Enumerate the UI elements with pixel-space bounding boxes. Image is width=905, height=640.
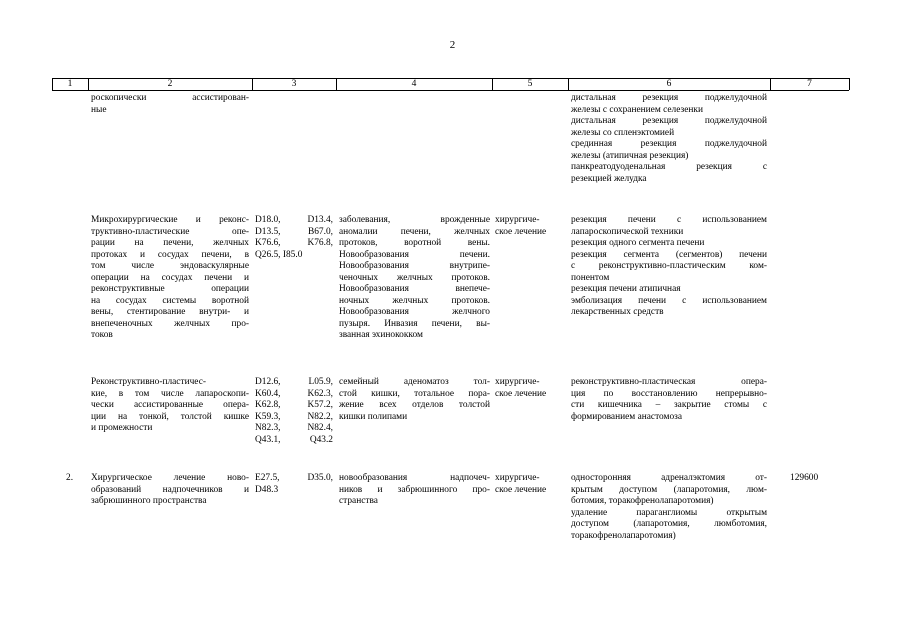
cell-text-line: кие, в том числе лапароскопи-: [91, 388, 249, 399]
cell-text-line: N82.3, N82.4,: [255, 423, 333, 433]
cell-text-line: аномалии печени, желчных: [339, 226, 490, 237]
cost-cell: [790, 93, 848, 105]
cell-text-line: роскопически ассистирован-: [91, 93, 249, 103]
treatment-method-cell: [571, 93, 767, 185]
cell-text-line: K60.4, K62.3,: [255, 388, 333, 399]
cost-cell: [790, 377, 848, 389]
cell-text-line: [790, 93, 848, 105]
cell-text-line: хирургиче-: [495, 377, 540, 387]
cell-text-line: Новообразования внутрипе-: [339, 261, 490, 271]
icd-codes-cell: [255, 377, 333, 446]
cell-text-line: K59.3, N82.2,: [255, 411, 333, 422]
cell-text-line: односторонняя адреналэктомия от-: [571, 473, 767, 483]
column-header-1: 1: [67, 79, 73, 89]
icd-codes-cell: [255, 473, 333, 496]
cell-text-line: ции на тонкой, толстой кишке: [91, 411, 249, 422]
treatment-type-cell: [495, 377, 565, 400]
cell-text-line: ченочных желчных протоков.: [339, 272, 490, 283]
cell-text-line: жение всех отделов толстой: [339, 400, 490, 410]
cell-text-line: Q43.1, Q43.2: [255, 434, 333, 445]
cell-text-line: лапароскопической техники: [571, 226, 684, 237]
intervention-name-cell: [91, 93, 249, 116]
intervention-name-cell: [91, 377, 249, 435]
cell-text-line: срединная резекция поджелудочной: [571, 139, 767, 149]
cell-text-line: понентом: [571, 272, 610, 283]
cell-text-line: сти кишечника – закрытие стомы с: [571, 400, 767, 410]
cell-text-line: и промежности: [91, 423, 153, 433]
cell-text-line: рации на печени, желчных: [91, 238, 249, 248]
cell-text-line: труктивно-пластические опе-: [91, 226, 249, 237]
cell-text-line: K62.8, K57.2,: [255, 400, 333, 410]
cell-text-line: внепеченочных желчных про-: [91, 318, 249, 329]
cell-text-line: ция по восстановлению непрерывно-: [571, 388, 767, 399]
column-header-5: 5: [527, 79, 533, 89]
cell-text-line: реконструктивные операции: [91, 284, 249, 294]
cell-text-line: резекция печени с использованием: [571, 215, 767, 225]
intervention-name-cell: [91, 473, 249, 508]
cell-text-line: стой кишки, тотальное пора-: [339, 388, 490, 399]
cell-text-line: резекцией желудка: [571, 173, 647, 184]
patient-model-cell: [339, 377, 490, 423]
row-number-cell: [66, 215, 86, 227]
cell-text-line: железы со спленэктомией: [571, 127, 675, 138]
row-number-cell: [66, 473, 86, 485]
cell-text-line: хирургиче-: [495, 473, 540, 483]
cell-text-line: вены, стентирование внутри- и: [91, 307, 249, 317]
cell-text-line: торакофренолапаротомия): [571, 530, 676, 541]
cell-text-line: званная эхинококком: [339, 330, 423, 340]
cell-text-line: забрюшинного пространства: [91, 496, 207, 506]
cell-text-line: ночных желчных протоков.: [339, 295, 490, 306]
cell-text-line: протоков, воротной вены.: [339, 238, 490, 248]
cell-text-line: D48.3: [255, 484, 279, 495]
row-number-cell: [66, 93, 86, 105]
cell-text-line: D12.6, L05.9,: [255, 377, 333, 387]
cell-text-line: на сосудах системы воротной: [91, 295, 249, 306]
cell-text-line: ников и забрюшинного про-: [339, 484, 490, 495]
cell-text-line: [66, 93, 86, 105]
treatment-type-cell: [495, 215, 565, 238]
cell-text-line: [790, 377, 848, 389]
row-number-cell: [66, 377, 86, 389]
cell-text-line: [790, 215, 848, 227]
cell-text-line: крытым доступом (лапаротомия, люм-: [571, 484, 767, 495]
cell-text-line: ское лечение: [495, 226, 547, 237]
cell-text-line: ботомия, торакофренолапаротомия): [571, 496, 714, 506]
patient-model-cell: [339, 473, 490, 508]
cell-text-line: 2.: [66, 473, 74, 483]
cell-text-line: Микрохирургические и реконс-: [91, 215, 249, 225]
cell-text-line: ское лечение: [495, 388, 547, 399]
cell-text-line: эмболизация печени с использованием: [571, 295, 767, 306]
cell-text-line: удаление параганглиомы открытым: [571, 507, 767, 518]
cell-text-line: новообразования надпочеч-: [339, 473, 490, 483]
header-divider: [849, 78, 850, 90]
cell-text-line: железы (атипичная резекция): [571, 150, 689, 161]
column-header-7: 7: [807, 79, 812, 89]
cell-text-line: D18.0, D13.4,: [255, 215, 333, 225]
cell-text-line: пузыря. Инвазия печени, вы-: [339, 318, 490, 329]
patient-model-cell: [339, 215, 490, 342]
cost-cell: [790, 215, 848, 227]
cell-text-line: операции на сосудах печени и: [91, 272, 249, 283]
cell-text-line: реконструктивно-пластическая опера-: [571, 377, 767, 387]
cell-text-line: железы с сохранением селезенки: [571, 104, 703, 115]
page-number: 2: [449, 39, 456, 51]
cell-text-line: протоках и сосудах печени, в: [91, 249, 249, 260]
cell-text-line: заболевания, врожденные: [339, 215, 490, 225]
cell-text-line: [66, 377, 86, 389]
cell-text-line: Новообразования желчного: [339, 307, 490, 317]
cell-text-line: резекция печени атипичная: [571, 284, 681, 294]
cell-text-line: E27.5, D35.0,: [255, 473, 333, 483]
cell-text-line: том числе эндоваскулярные: [91, 261, 249, 271]
cell-text-line: токов: [91, 330, 113, 340]
cell-text-line: Хирургическое лечение ново-: [91, 473, 249, 483]
cell-text-line: хирургиче-: [495, 215, 540, 225]
cell-text-line: Новообразования печени.: [339, 249, 490, 260]
cell-text-line: 129600: [790, 473, 819, 483]
treatment-method-cell: [571, 473, 767, 542]
column-header-3: 3: [291, 79, 297, 89]
cell-text-line: K76.6, K76.8,: [255, 238, 333, 248]
cell-text-line: кишки полипами: [339, 411, 408, 422]
cell-text-line: чески ассистированные опера-: [91, 400, 249, 410]
cell-text-line: Реконструктивно-пластичес-: [91, 377, 206, 387]
cell-text-line: резекция одного сегмента печени: [571, 238, 705, 248]
cell-text-line: с реконструктивно-пластическим ком-: [571, 261, 767, 271]
cell-text-line: образований надпочечников и: [91, 484, 249, 495]
cost-cell: [790, 473, 848, 485]
treatment-method-cell: [571, 377, 767, 423]
treatment-method-cell: [571, 215, 767, 319]
cell-text-line: дистальная резекция поджелудочной: [571, 93, 767, 103]
cell-text-line: лекарственных средств: [571, 307, 664, 317]
column-header-6: 6: [666, 79, 672, 89]
cell-text-line: D13.5, B67.0,: [255, 226, 333, 237]
treatment-type-cell: [495, 473, 565, 496]
table-header-bottom-border: [52, 90, 849, 91]
icd-codes-cell: [255, 215, 333, 261]
intervention-name-cell: [91, 215, 249, 342]
cell-text-line: [66, 215, 86, 227]
cell-text-line: доступом (лапаротомия, люмботомия,: [571, 519, 767, 529]
cell-text-line: формированием анастомоза: [571, 411, 683, 422]
cell-text-line: панкреатодуоденальная резекция с: [571, 162, 767, 172]
cell-text-line: ные: [91, 104, 107, 115]
cell-text-line: резекция сегмента (сегментов) печени: [571, 249, 767, 260]
cell-text-line: Новообразования внепече-: [339, 284, 490, 294]
column-header-2: 2: [167, 79, 173, 89]
cell-text-line: Q26.5, I85.0: [255, 249, 303, 260]
cell-text-line: ское лечение: [495, 484, 547, 495]
cell-text-line: семейный аденоматоз тол-: [339, 377, 490, 387]
column-header-4: 4: [411, 79, 417, 89]
cell-text-line: дистальная резекция поджелудочной: [571, 116, 767, 126]
cell-text-line: странства: [339, 496, 378, 506]
